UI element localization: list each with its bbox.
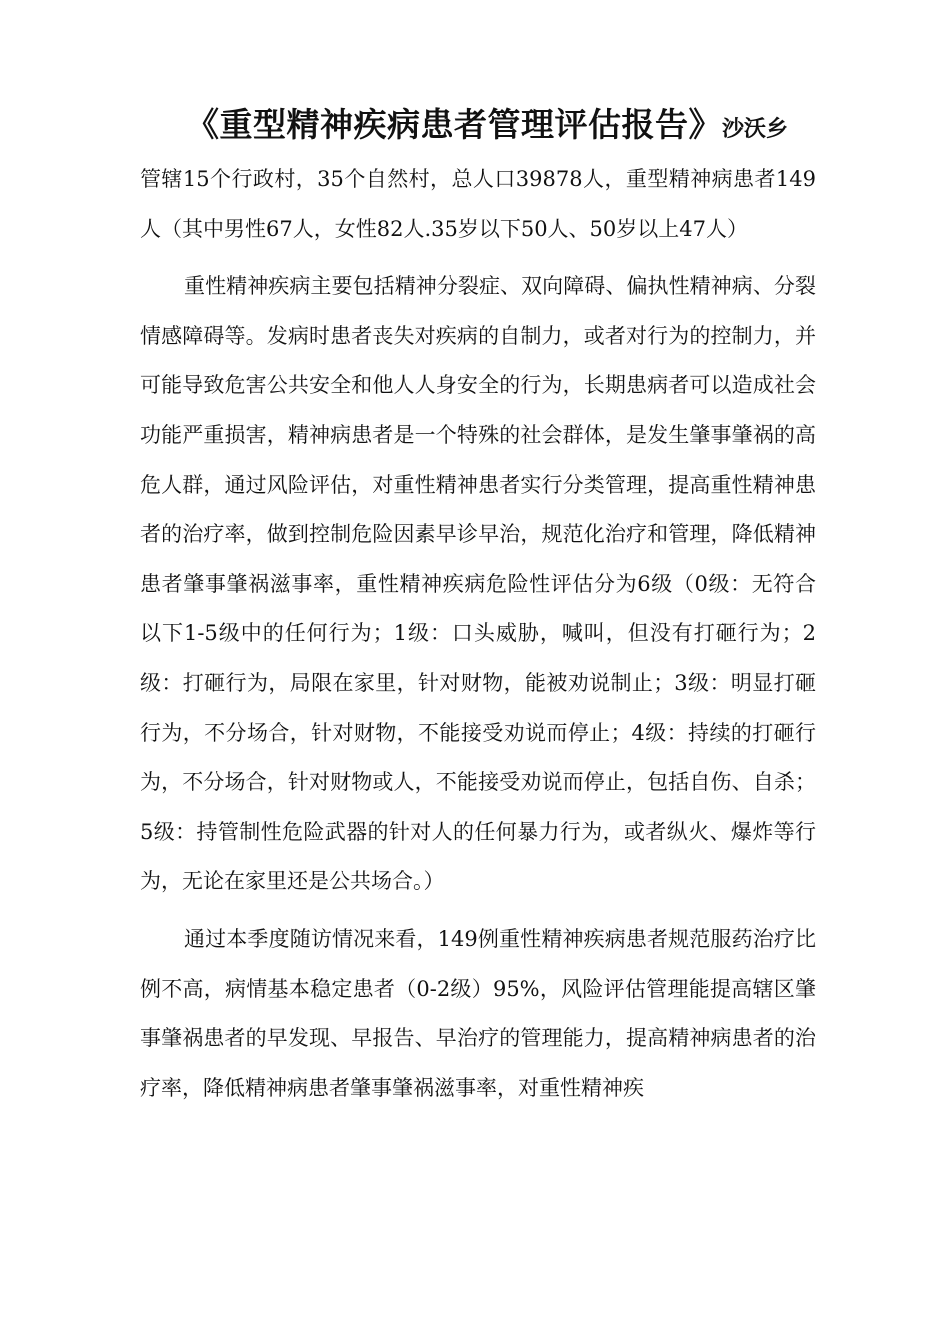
report-title: 《重型精神疾病患者管理评估报告》 xyxy=(186,105,722,144)
document-page xyxy=(140,95,816,1113)
body-paragraph-assessment: 重性精神疾病主要包括精神分裂症、双向障碍、偏执性精神病、分裂情感障碍等。发病时患者丧失对疾病的自制力，或者对行为的控制力，并可能导致危害公共安全和他人人身安全的行为，长期患病者可以造成社会功能严重损害，精神病患者是一个特殊的社会群体，是发生肇事肇祸的高危人群，通过风险评估，对重性精神患者实行分类管理，提高重性精神患者的治疗率，做到控制危险因素早诊早治，规范化治疗和管理，降低精神患者肇事肇祸滋事率，重性精神疾病危险性评估分为6级（0级：无符合以下1-5级中的任何行为；1级：口头威胁，喊叫，但没有打砸行为；2级：打砸行为，局限在家里，针对财物，能被劝说制止；3级：明显打砸行为，不分场合，针对财物，不能接受劝说而停止；4级：持续的打砸行为，不分场合，针对财物或人，不能接受劝说而停止，包括自伤、自杀；5级：持管制性危险武器的针对人的任何暴力行为，或者纵火、爆炸等行为，无论在家里还是公共场合。） xyxy=(140,274,816,894)
body-paragraph-followup: 通过本季度随访情况来看，149例重性精神疾病患者规范服药治疗比例不高，病情基本稳定患者（0-2级）95%，风险评估管理能提高辖区肇事肇祸患者的早发现、早报告、早治疗的管理能力，提高精神病患者的治疗率，降低精神病患者肇事肇祸滋事率，对重性精神疾 xyxy=(140,926,816,1100)
document-title xyxy=(140,95,816,155)
intro-paragraph: 管辖15个行政村，35个自然村，总人口39878人，重型精神病患者149人（其中男性67人，女性82人.35岁以下50人、50岁以上47人） xyxy=(140,167,816,241)
township-name: 沙沃乡 xyxy=(722,116,789,142)
